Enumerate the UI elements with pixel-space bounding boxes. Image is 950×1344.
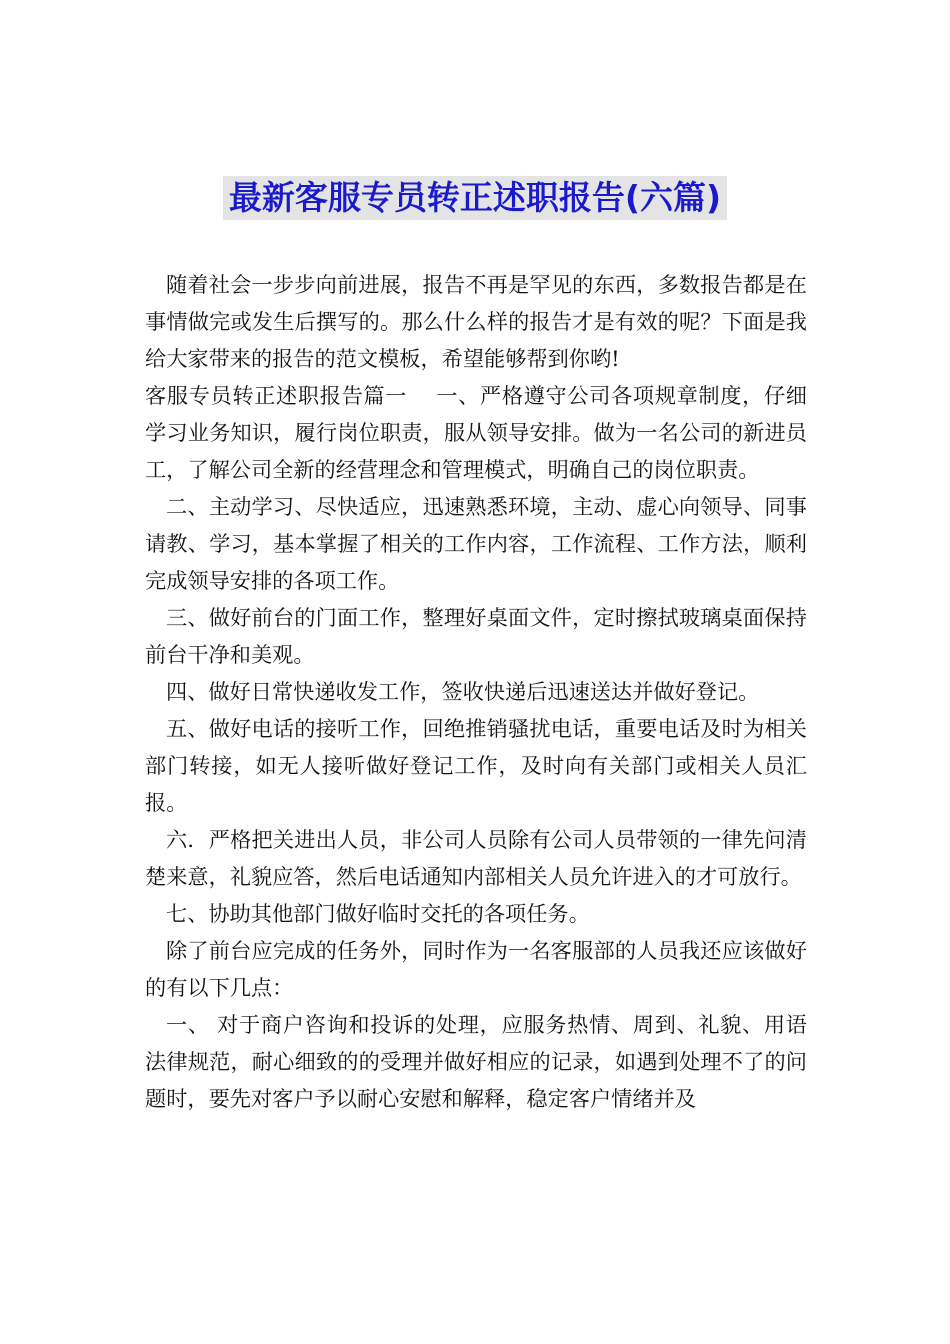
paragraph: 六．严格把关进出人员，非公司人员除有公司人员带领的一律先问清楚来意，礼貌应答，然后电话通知内部相关人员允许进入的才可放行。 (145, 827, 807, 889)
paragraph: 三、做好前台的门面工作，整理好桌面文件，定时擦拭玻璃桌面保持前台干净和美观。 (145, 605, 807, 667)
document-title: 最新客服专员转正述职报告(六篇) (223, 176, 727, 220)
paragraph: 四、做好日常快递收发工作，签收快递后迅速送达并做好登记。 (166, 679, 760, 704)
document-body (145, 266, 807, 1117)
paragraph: 客服专员转正述职报告篇一 一、严格遵守公司各项规章制度，仔细学习业务知识，履行岗位职责，服从领导安排。做为一名公司的新进员工，了解公司全新的经营理念和管理模式，明确自己的岗位职责。 (145, 383, 807, 482)
paragraph: 五、做好电话的接听工作，回绝推销骚扰电话，重要电话及时为相关部门转接，如无人接听做好登记工作，及时向有关部门或相关人员汇报。 (145, 716, 807, 815)
paragraph: 除了前台应完成的任务外，同时作为一名客服部的人员我还应该做好的有以下几点： (145, 938, 807, 1000)
paragraph: 随着社会一步步向前进展，报告不再是罕见的东西，多数报告都是在事情做完或发生后撰写的。那么什么样的报告才是有效的呢？下面是我给大家带来的报告的范文模板，希望能够帮到你哟! (145, 272, 807, 371)
paragraph: 二、主动学习、尽快适应，迅速熟悉环境，主动、虚心向领导、同事请教、学习，基本掌握了相关的工作内容，工作流程、工作方法，顺利完成领导安排的各项工作。 (145, 494, 807, 593)
paragraph: 七、协助其他部门做好临时交托的各项任务。 (166, 901, 590, 926)
title-container (0, 176, 950, 220)
paragraph: 一、 对于商户咨询和投诉的处理，应服务热情、周到、礼貌、用语法律规范，耐心细致的的受理并做好相应的记录，如遇到处理不了的问题时，要先对客户予以耐心安慰和解释，稳定客户情绪并及 (145, 1012, 807, 1111)
